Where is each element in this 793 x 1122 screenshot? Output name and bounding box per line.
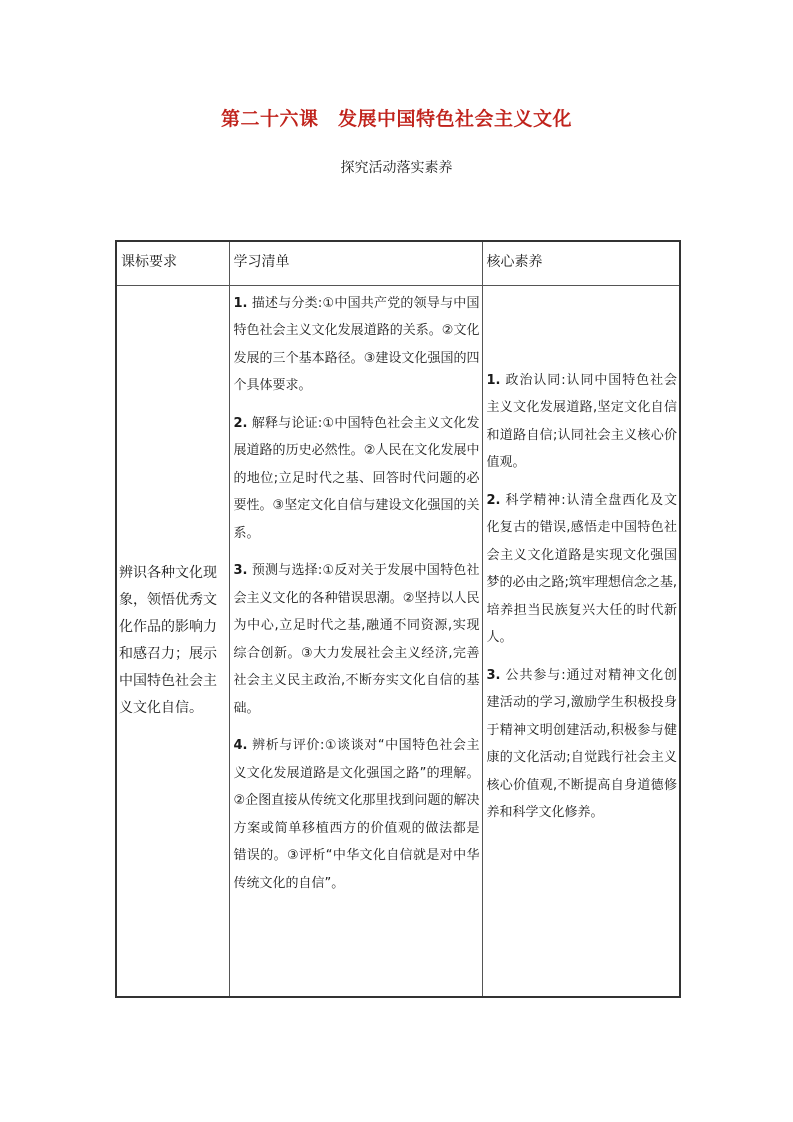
table-body-row [116,285,680,997]
requirements-text: 辨识各种文化现象，领悟优秀文化作品的影响力和感召力；展示中国特色社会主义文化自信。 [119,564,217,716]
page-subtitle: 探究活动落实素养 [340,160,453,176]
study-item: 2. 解释与论证:①中国特色社会主义文化发展道路的历史必然性。②人民在文化发展中的地位;立足时代之基、回答时代问题的必要性。③坚定文化自信与建设文化强国的关系。 [233,415,480,541]
competency-item: 2. 科学精神:认清全盘西化及文化复古的错误,感悟走中国特色社会主义文化道路是实现文化强国梦的必由之路;筑牢理想信念之基,培养担当民族复兴大任的时代新人。 [486,492,678,645]
requirements-cell [116,285,229,997]
study-item: 1. 描述与分类:①中国共产党的领导与中国特色社会主义文化发展道路的关系。②文化发展的三个基本路径。③建设文化强国的四个具体要求。 [233,295,480,393]
competency-list [483,286,680,827]
header-competencies: 核心素养 [482,241,680,285]
study-list-cell [229,285,482,997]
study-list [230,286,482,898]
study-item: 4. 辨析与评价:①谈谈对“中国特色社会主义文化发展道路是文化强国之路”的理解。②企图直接从传统文化那里找到问题的解决方案或简单移植西方的价值观的做法都是错误的。③评析“中华文化自信就是对中华传统文化的自信”。 [233,738,480,891]
competency-item: 1. 政治认同:认同中国特色社会主义文化发展道路,坚定文化自信和道路自信;认同社会主义核心价值观。 [486,372,677,470]
table-header-row [116,241,680,285]
competency-item: 3. 公共参与:通过对精神文化创建活动的学习,激励学生积极投身于精神文明创建活动,积极参与健康的文化活动;自觉践行社会主义核心价值观,不断提高自身道德修养和科学文化修养。 [486,667,677,820]
competencies-cell [482,285,680,997]
header-study-list: 学习清单 [229,241,482,285]
page-title: 第二十六课 发展中国特色社会主义文化 [220,108,572,130]
header-requirements: 课标要求 [116,241,229,285]
lesson-table [115,240,681,998]
study-item: 3. 预测与选择:①反对关于发展中国特色社会主义文化的各种错误思潮。②坚持以人民为中心,立足时代之基,融通不同资源,实现综合创新。③大力发展社会主义经济,完善社会主义民主政治,不断夯实文化自信的基础。 [233,563,480,716]
